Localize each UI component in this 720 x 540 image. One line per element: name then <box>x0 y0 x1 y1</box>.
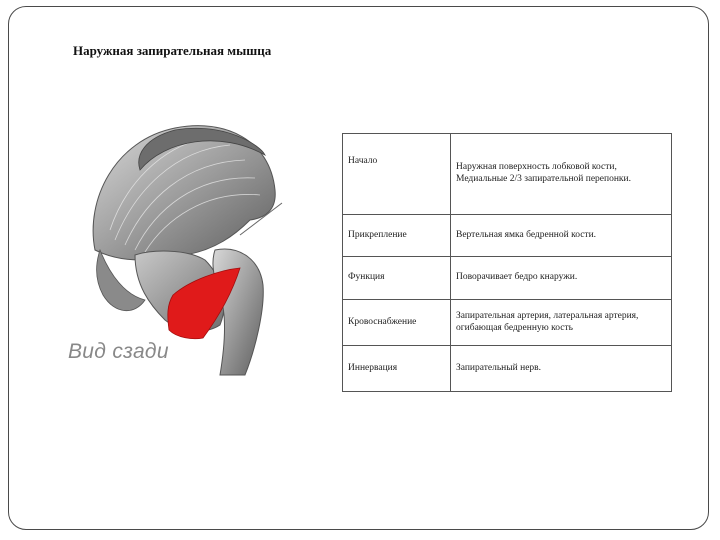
row-label-blood-supply: Кровоснабжение <box>343 300 451 346</box>
muscle-info-table <box>342 133 672 392</box>
row-value-function: Поворачивает бедро кнаружи. <box>451 257 672 300</box>
pelvis-muscle-illustration <box>55 100 305 380</box>
table-row <box>343 346 672 392</box>
row-value-blood-supply: Запирательная артерия, латеральная артерия, огибающая бедренную кость <box>451 300 672 346</box>
table-row <box>343 134 672 215</box>
image-caption: Вид сзади <box>68 340 169 363</box>
table-row <box>343 257 672 300</box>
row-label-insertion: Прикрепление <box>343 215 451 257</box>
table-row <box>343 300 672 346</box>
row-label-function: Функция <box>343 257 451 300</box>
row-value-origin: Наружная поверхность лобковой кости, Медиальные 2/3 запирательной перепонки. <box>451 134 672 215</box>
slide-title: Наружная запирательная мышца <box>73 43 272 58</box>
row-label-innervation: Иннервация <box>343 346 451 392</box>
row-value-innervation: Запирательный нерв. <box>451 346 672 392</box>
row-value-insertion: Вертельная ямка бедренной кости. <box>451 215 672 257</box>
table-row <box>343 215 672 257</box>
row-label-origin: Начало <box>343 134 451 215</box>
